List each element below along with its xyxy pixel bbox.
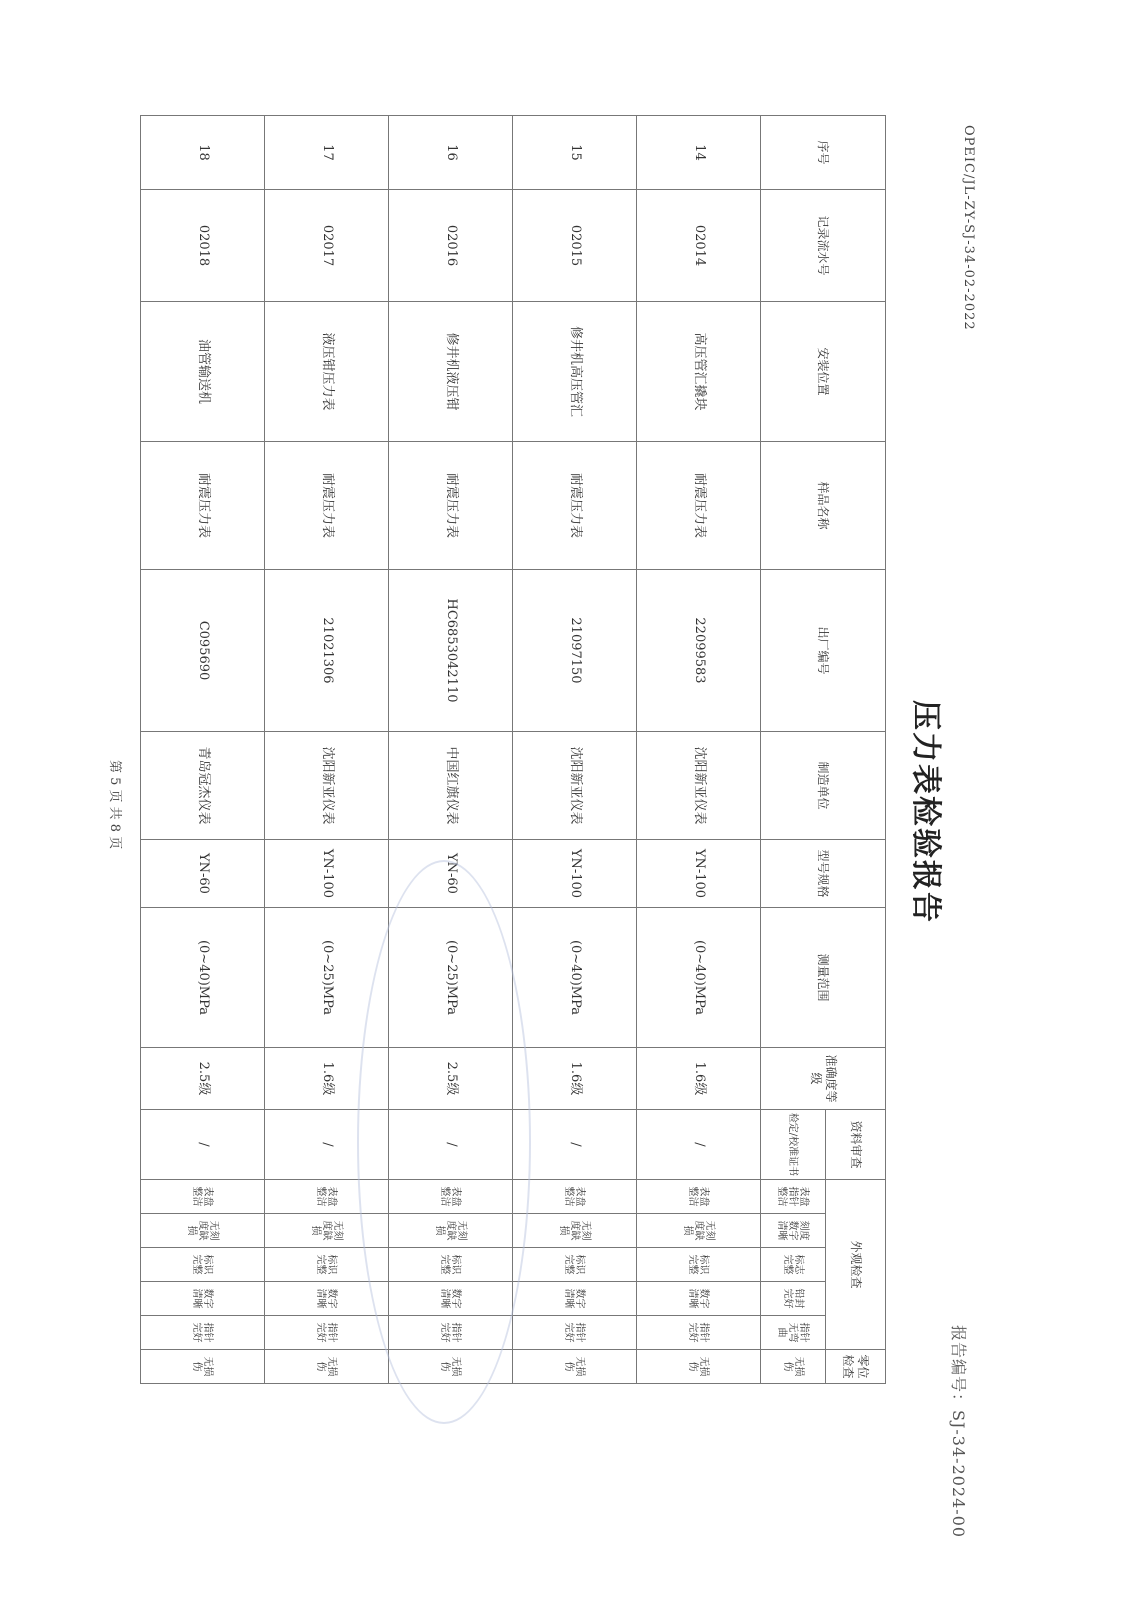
inspection-table [140, 115, 886, 1384]
cell-app-3: 标识完整 [637, 1248, 761, 1282]
cell-range: (0~25)MPa [265, 908, 389, 1048]
page-footer: 第 5 页 共 8 页 [107, 760, 122, 850]
cell-factory-no: 21097150 [513, 570, 637, 732]
cell-app-5: 指针完好 [141, 1316, 265, 1350]
cell-app-4: 数字清晰 [513, 1282, 637, 1316]
cell-name: 耐震压力表 [513, 442, 637, 570]
cell-seq: 16 [389, 116, 513, 190]
cell-seq: 17 [265, 116, 389, 190]
cell-location: 高压管汇撬块 [637, 302, 761, 442]
cell-seq: 15 [513, 116, 637, 190]
cell-range: (0~40)MPa [513, 908, 637, 1048]
cell-accuracy: 1.6级 [513, 1048, 637, 1110]
cell-app-4: 数字清晰 [265, 1282, 389, 1316]
cell-seq: 14 [637, 116, 761, 190]
cell-maker: 沈阳新亚仪表 [513, 732, 637, 840]
cell-app-1: 表盘整洁 [637, 1180, 761, 1214]
cell-app-2: 无刻度缺损 [389, 1214, 513, 1248]
cell-location: 修井机液压钳 [389, 302, 513, 442]
cell-model: YN-60 [141, 840, 265, 908]
header-range: 测量范围 [761, 908, 886, 1048]
cell-model: YN-60 [389, 840, 513, 908]
table-row [141, 116, 265, 1384]
cell-range: (0~40)MPa [637, 908, 761, 1048]
header-location: 安装位置 [761, 302, 886, 442]
header-accuracy: 准确度等级 [761, 1048, 886, 1110]
cell-app-2: 无刻度缺损 [265, 1214, 389, 1248]
cell-app-2: 无刻度缺损 [141, 1214, 265, 1248]
header-model: 型号规格 [761, 840, 886, 908]
cell-app-4: 数字清晰 [141, 1282, 265, 1316]
header-app-4: 铅封完好 [761, 1282, 826, 1316]
table-row [513, 116, 637, 1384]
cell-app-1: 表盘整洁 [513, 1180, 637, 1214]
report-number [948, 1325, 971, 1538]
cell-app-1: 表盘整洁 [141, 1180, 265, 1214]
cell-zero: 无损伤 [513, 1350, 637, 1384]
cell-location: 修井机高压管汇 [513, 302, 637, 442]
cell-app-5: 指针完好 [389, 1316, 513, 1350]
cell-factory-no: C095690 [141, 570, 265, 732]
cell-name: 耐震压力表 [265, 442, 389, 570]
report-number-label: 报告编号： [949, 1325, 968, 1411]
cell-maker: 中国红旗仪表 [389, 732, 513, 840]
header-material: 资料审查 [826, 1110, 886, 1180]
cell-cert: / [513, 1110, 637, 1180]
header-seq: 序号 [761, 116, 886, 190]
cell-cert: / [265, 1110, 389, 1180]
cell-range: (0~25)MPa [389, 908, 513, 1048]
cell-location: 油管输送机 [141, 302, 265, 442]
cell-model: YN-100 [513, 840, 637, 908]
cell-app-1: 表盘整洁 [389, 1180, 513, 1214]
header-app-1: 表盘指针整洁 [761, 1180, 826, 1214]
cell-zero: 无损伤 [637, 1350, 761, 1384]
cell-accuracy: 1.6级 [265, 1048, 389, 1110]
header-zero: 零位检查 [826, 1350, 886, 1384]
cell-app-4: 数字清晰 [637, 1282, 761, 1316]
cell-record-no: 02016 [389, 190, 513, 302]
cell-cert: / [141, 1110, 265, 1180]
page-title: 压力表检验报告 [908, 700, 943, 924]
cell-name: 耐震压力表 [141, 442, 265, 570]
cell-accuracy: 2.5级 [141, 1048, 265, 1110]
header-app-5: 指针无弯曲 [761, 1316, 826, 1350]
cell-accuracy: 1.6级 [637, 1048, 761, 1110]
cell-app-2: 无刻度缺损 [513, 1214, 637, 1248]
cell-record-no: 02014 [637, 190, 761, 302]
header-name: 样品名称 [761, 442, 886, 570]
cell-accuracy: 2.5级 [389, 1048, 513, 1110]
cell-maker: 青岛冠杰仪表 [141, 732, 265, 840]
cell-seq: 18 [141, 116, 265, 190]
report-number-value: SJ-34-2024-00 [949, 1410, 968, 1539]
cell-record-no: 02018 [141, 190, 265, 302]
cell-app-2: 无刻度缺损 [637, 1214, 761, 1248]
cell-model: YN-100 [265, 840, 389, 908]
cell-factory-no: 21021306 [265, 570, 389, 732]
header-app-2: 刻度数字清晰 [761, 1214, 826, 1248]
header-maker: 制造单位 [761, 732, 886, 840]
cell-name: 耐震压力表 [637, 442, 761, 570]
document-code: OPEIC/JL-ZY-SJ-34-02-2022 [961, 125, 976, 331]
cell-app-3: 标识完整 [265, 1248, 389, 1282]
table-row [637, 116, 761, 1384]
cell-location: 液压钳压力表 [265, 302, 389, 442]
cell-app-3: 标识完整 [389, 1248, 513, 1282]
cell-zero: 无损伤 [141, 1350, 265, 1384]
cell-app-5: 指针完好 [265, 1316, 389, 1350]
cell-cert: / [637, 1110, 761, 1180]
cell-app-3: 标识完整 [141, 1248, 265, 1282]
cell-maker: 沈阳新亚仪表 [265, 732, 389, 840]
header-factory-no: 出厂编号 [761, 570, 886, 732]
header-app-3: 标志完整 [761, 1248, 826, 1282]
header-appearance: 外观检查 [826, 1180, 886, 1350]
cell-app-5: 指针完好 [513, 1316, 637, 1350]
cell-record-no: 02017 [265, 190, 389, 302]
cell-range: (0~40)MPa [141, 908, 265, 1048]
cell-app-1: 表盘整洁 [265, 1180, 389, 1214]
cell-factory-no: HC6853042110 [389, 570, 513, 732]
cell-zero: 无损伤 [265, 1350, 389, 1384]
table-row [265, 116, 389, 1384]
cell-zero: 无损伤 [389, 1350, 513, 1384]
header-zero-sub: 无损伤 [761, 1350, 826, 1384]
cell-record-no: 02015 [513, 190, 637, 302]
header-cert: 检定/校准证书 [761, 1110, 826, 1180]
cell-app-3: 标识完整 [513, 1248, 637, 1282]
table-row [389, 116, 513, 1384]
cell-name: 耐震压力表 [389, 442, 513, 570]
cell-maker: 沈阳新亚仪表 [637, 732, 761, 840]
cell-app-5: 指针完好 [637, 1316, 761, 1350]
cell-factory-no: 22099583 [637, 570, 761, 732]
cell-model: YN-100 [637, 840, 761, 908]
header-record-no: 记录流水号 [761, 190, 886, 302]
cell-cert: / [389, 1110, 513, 1180]
cell-app-4: 数字清晰 [389, 1282, 513, 1316]
